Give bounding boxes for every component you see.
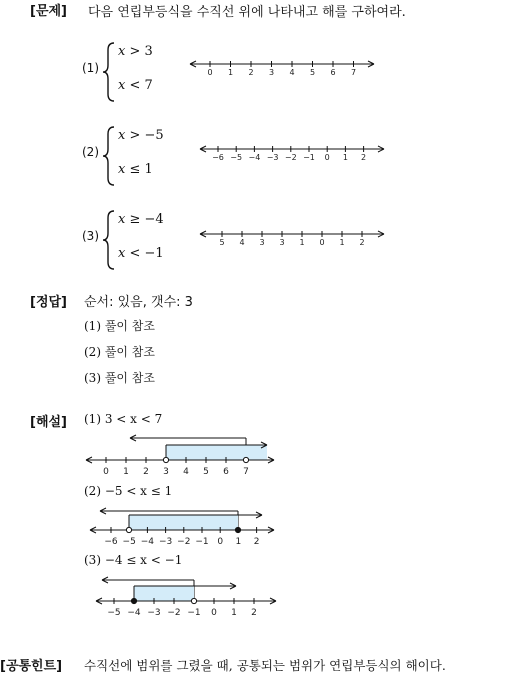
system-2-number: (2) bbox=[82, 145, 99, 159]
hint-text: 수직선에 범위를 그렸을 때, 공통되는 범위가 연립부등식의 해이다. bbox=[84, 658, 446, 673]
number-line-1 bbox=[188, 58, 378, 80]
number-line-2-tick-label-0: −6 bbox=[212, 153, 224, 162]
solution-1-tick-label-6: 6 bbox=[223, 467, 229, 477]
solution-1-tick-label-0: 0 bbox=[103, 467, 109, 477]
solution-3-tick-label-3: −2 bbox=[167, 608, 181, 618]
system-1-condition-1: x > 3 bbox=[118, 44, 153, 59]
number-line-3-tick-label-4: 1 bbox=[299, 238, 305, 247]
number-line-3-tick-label-7: 2 bbox=[359, 238, 365, 247]
solution-2-tick-label-6: 0 bbox=[217, 537, 224, 547]
solution-2-tick-label-8: 2 bbox=[253, 537, 260, 547]
system-3-condition-2: x < −1 bbox=[118, 246, 164, 261]
solution-2-tick-label-4: −2 bbox=[177, 537, 191, 547]
number-line-3-tick-label-5: 0 bbox=[319, 238, 325, 247]
left-brace-icon bbox=[102, 42, 116, 102]
solution-tag: [해설] bbox=[30, 415, 67, 430]
answer-summary: 순서: 있음, 갯수: 3 bbox=[84, 295, 193, 310]
system-2-condition-1: x > −5 bbox=[118, 128, 164, 143]
solution-3-tick-label-5: 0 bbox=[211, 608, 217, 618]
number-line-1-tick-label-4: 4 bbox=[289, 68, 295, 77]
answer-item-1: (1) 풀이 참조 bbox=[84, 319, 155, 333]
number-line-3-tick-label-2: 3 bbox=[259, 238, 265, 247]
problem-tag: [문제] bbox=[30, 4, 67, 19]
problem-text: 다음 연립부등식을 수직선 위에 나타내고 해를 구하여라. bbox=[88, 5, 406, 20]
solution-1-tick-label-1: 1 bbox=[123, 467, 129, 477]
solution-3-tick-label-0: −5 bbox=[107, 608, 121, 618]
number-line-2-tick-label-8: 2 bbox=[361, 153, 367, 162]
number-line-2-tick-label-4: −2 bbox=[284, 153, 297, 162]
solution-1-tick-label-3: 3 bbox=[163, 467, 169, 477]
solution-3-tick-label-4: −1 bbox=[187, 608, 201, 618]
hint-tag: [공통힌트] bbox=[0, 659, 63, 674]
solution-1-tick-label-4: 4 bbox=[183, 467, 189, 477]
answer-item-3: (3) 풀이 참조 bbox=[84, 371, 155, 385]
number-line-2 bbox=[198, 143, 388, 165]
number-line-2-tick-label-3: −3 bbox=[266, 153, 279, 162]
system-3-number: (3) bbox=[82, 229, 99, 243]
system-1 bbox=[82, 40, 182, 102]
system-2-condition-2: x ≤ 1 bbox=[118, 162, 153, 177]
number-line-1-tick-label-5: 5 bbox=[309, 68, 316, 77]
number-line-3-tick-label-0: 5 bbox=[219, 238, 225, 247]
left-brace-icon bbox=[102, 210, 116, 270]
solution-label-2: (2) −5 < x ≤ 1 bbox=[84, 484, 173, 498]
solution-diagram-1 bbox=[84, 432, 284, 480]
solution-1-tick-label-7: 7 bbox=[243, 467, 249, 477]
number-line-1-tick-label-3: 3 bbox=[268, 68, 275, 77]
solution-diagram-2 bbox=[88, 502, 288, 550]
number-line-1-tick-label-6: 6 bbox=[330, 68, 336, 77]
number-line-1-tick-label-7: 7 bbox=[350, 68, 357, 77]
system-1-number: (1) bbox=[82, 61, 99, 75]
number-line-1-tick-label-0: 0 bbox=[207, 68, 213, 77]
system-2 bbox=[82, 124, 182, 186]
solution-3-tick-label-7: 2 bbox=[251, 608, 257, 618]
solution-label-3: (3) −4 ≤ x < −1 bbox=[84, 553, 183, 567]
number-line-2-tick-label-5: −1 bbox=[303, 153, 315, 162]
number-line-3-tick-label-6: 1 bbox=[339, 238, 345, 247]
solution-3-tick-label-2: −3 bbox=[147, 608, 161, 618]
solution-1-tick-label-2: 2 bbox=[143, 467, 149, 477]
solution-diagram-3 bbox=[94, 573, 294, 621]
solution-2-tick-label-1: −5 bbox=[122, 537, 136, 547]
solution-2-tick-label-3: −3 bbox=[158, 537, 173, 547]
solution-1-tick-label-5: 5 bbox=[203, 467, 209, 477]
system-1-condition-2: x < 7 bbox=[118, 78, 153, 93]
solution-3-tick-label-6: 1 bbox=[231, 608, 237, 618]
number-line-3 bbox=[198, 228, 388, 250]
answer-tag: [정답] bbox=[30, 295, 67, 310]
system-3 bbox=[82, 208, 182, 270]
solution-label-1: (1) 3 < x < 7 bbox=[84, 412, 163, 426]
left-brace-icon bbox=[102, 126, 116, 186]
answer-item-2: (2) 풀이 참조 bbox=[84, 345, 155, 359]
number-line-3-tick-label-1: 4 bbox=[239, 238, 245, 247]
system-3-condition-1: x ≥ −4 bbox=[118, 212, 164, 227]
number-line-2-tick-label-6: 0 bbox=[324, 153, 330, 162]
solution-2-tick-label-5: −1 bbox=[195, 537, 209, 547]
solution-2-tick-label-7: 1 bbox=[235, 537, 242, 547]
solution-3-tick-label-1: −4 bbox=[127, 608, 141, 618]
number-line-2-tick-label-1: −5 bbox=[230, 153, 243, 162]
number-line-1-tick-label-1: 1 bbox=[227, 68, 234, 77]
solution-2-tick-label-0: −6 bbox=[104, 537, 118, 547]
number-line-2-tick-label-2: −4 bbox=[248, 153, 261, 162]
number-line-1-tick-label-2: 2 bbox=[248, 68, 254, 77]
solution-2-tick-label-2: −4 bbox=[140, 537, 155, 547]
number-line-3-tick-label-3: 3 bbox=[279, 238, 285, 247]
number-line-2-tick-label-7: 1 bbox=[342, 153, 348, 162]
